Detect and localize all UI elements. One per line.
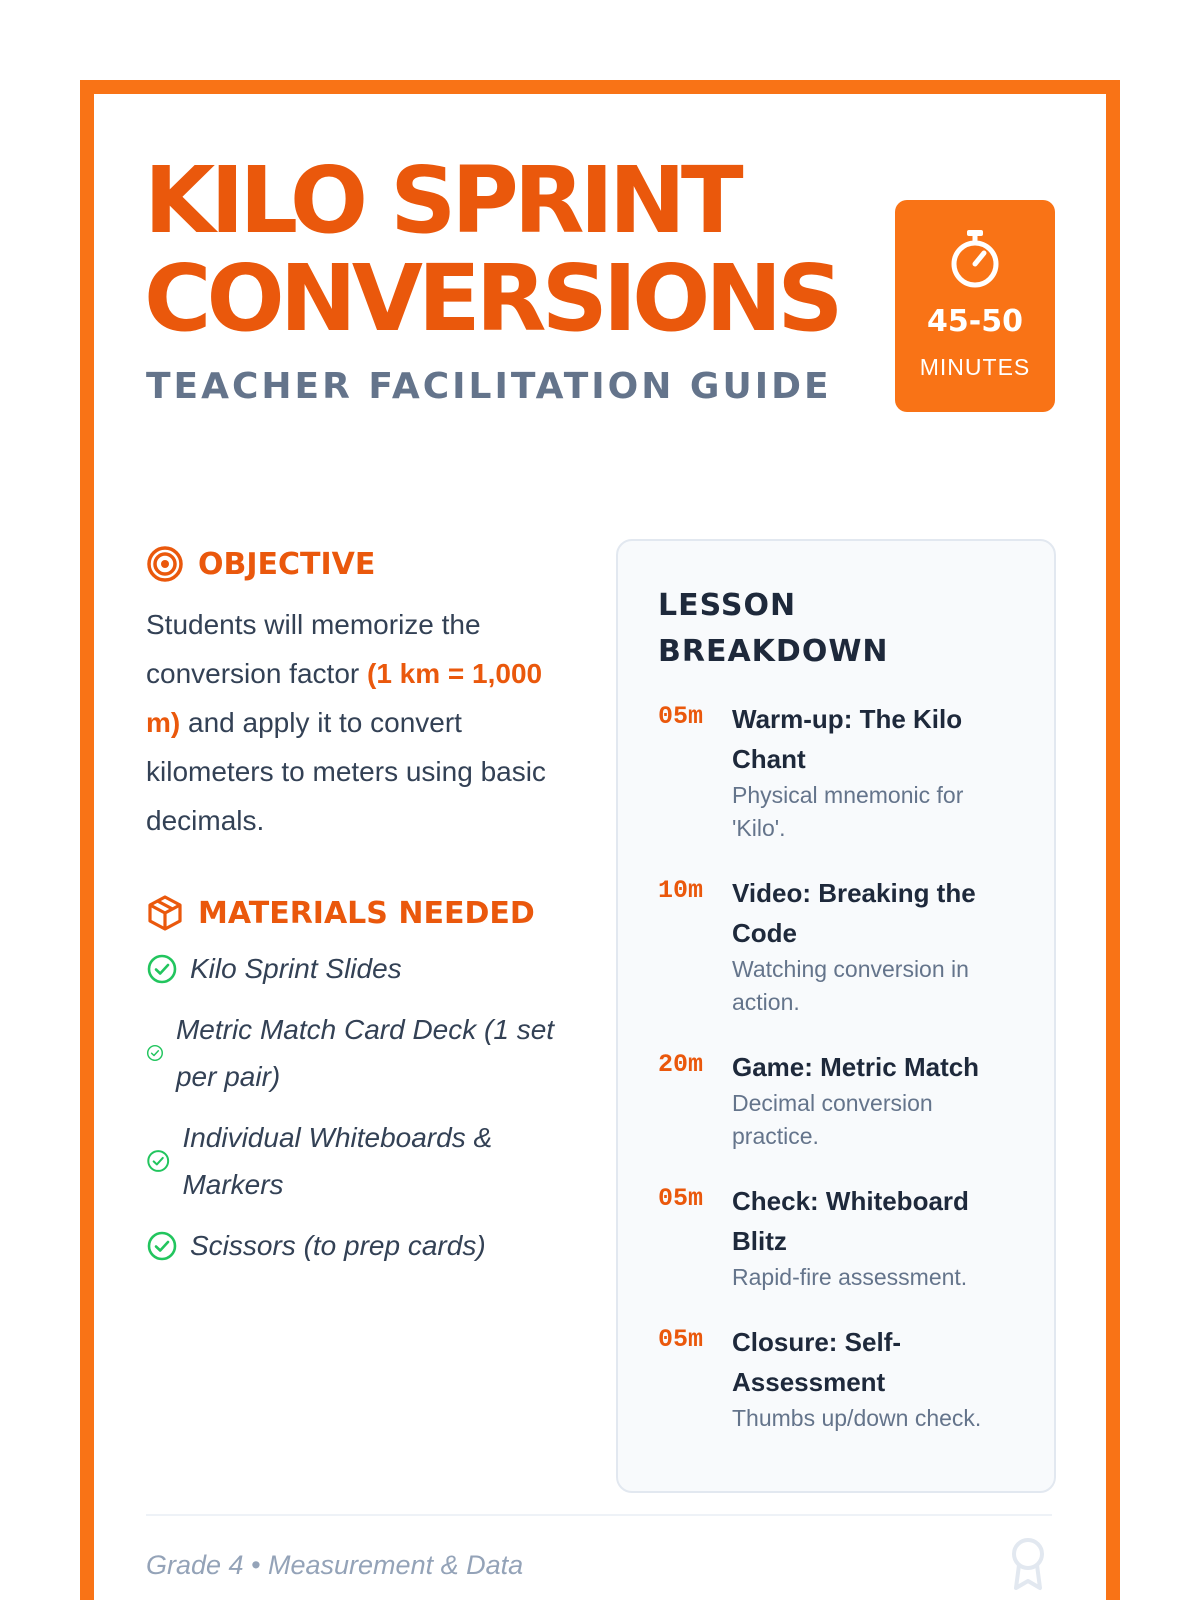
stopwatch-icon [948,228,1002,290]
step-body [732,873,1018,1019]
footer-grade-label: Grade 4 • Measurement & Data [146,1550,524,1580]
list-item [146,1114,576,1208]
award-icon [1008,1536,1048,1592]
duration-unit: MINUTES [919,354,1031,380]
material-label: Kilo Sprint Slides [190,953,402,984]
breakdown-step [658,1047,1018,1153]
lesson-breakdown-card [616,539,1056,1493]
materials-heading-row [146,893,576,933]
check-circle-icon [146,1148,170,1174]
breakdown-step [658,1181,1018,1294]
breakdown-steps [658,699,1018,1435]
target-icon [146,545,184,583]
objective-section [146,544,576,845]
step-body [732,699,1018,845]
step-body [732,1047,1018,1153]
guide-frame [80,80,1120,1600]
objective-text-before: Students will memorize the conversion factor [146,609,481,689]
objective-text-after: and apply it to convert kilometers to meters using basic decimals. [146,707,546,836]
objective-text [146,600,571,845]
check-circle-icon [146,953,178,985]
breakdown-step [658,1322,1018,1435]
step-time: 10m [658,876,704,905]
step-time: 05m [658,1325,704,1354]
objective-heading: OBJECTIVE [198,546,376,582]
footer-divider [146,1514,1052,1516]
title-line-1: KILO SPRINT [144,147,739,254]
title-line-2: CONVERSIONS [144,245,839,352]
list-item [146,945,576,992]
step-description: Rapid-fire assessment. [732,1264,968,1290]
breakdown-step [658,873,1018,1019]
list-item [146,1222,576,1269]
step-body [732,1181,1018,1294]
step-description: Decimal conversion practice. [732,1090,933,1149]
step-title: Check: Whiteboard Blitz [732,1186,969,1256]
breakdown-title: LESSON BREAKDOWN [658,588,889,669]
step-title: Video: Breaking the Code [732,878,976,948]
step-time: 05m [658,1184,704,1213]
package-icon [146,894,184,932]
step-body [732,1322,1018,1435]
conversion-factor-highlight: (1 km = 1,000 m) [146,658,543,738]
step-title: Warm-up: The Kilo Chant [732,704,963,774]
step-description: Physical mnemonic for 'Kilo'. [732,782,964,841]
step-time: 05m [658,702,704,731]
step-time: 20m [658,1050,704,1079]
step-description: Thumbs up/down check. [732,1405,982,1431]
material-label: Scissors (to prep cards) [190,1230,486,1261]
duration-value: 45-50 [927,304,1023,339]
material-label: Individual Whiteboards & Markers [182,1122,493,1200]
page-title [144,147,839,352]
step-description: Watching conversion in action. [732,956,969,1015]
objective-heading-row [146,544,576,584]
materials-list [146,945,576,1269]
check-circle-icon [146,1042,164,1064]
step-title: Game: Metric Match [732,1052,980,1082]
duration-badge [895,200,1055,412]
page-subtitle: TEACHER FACILITATION GUIDE [146,366,832,407]
material-label: Metric Match Card Deck (1 set per pair) [175,1014,555,1092]
left-column [146,544,576,1283]
list-item [146,1006,576,1100]
materials-section [146,893,576,1269]
step-title: Closure: Self-Assessment [732,1327,902,1397]
breakdown-step [658,699,1018,845]
check-circle-icon [146,1230,178,1262]
materials-heading: MATERIALS NEEDED [198,895,535,931]
